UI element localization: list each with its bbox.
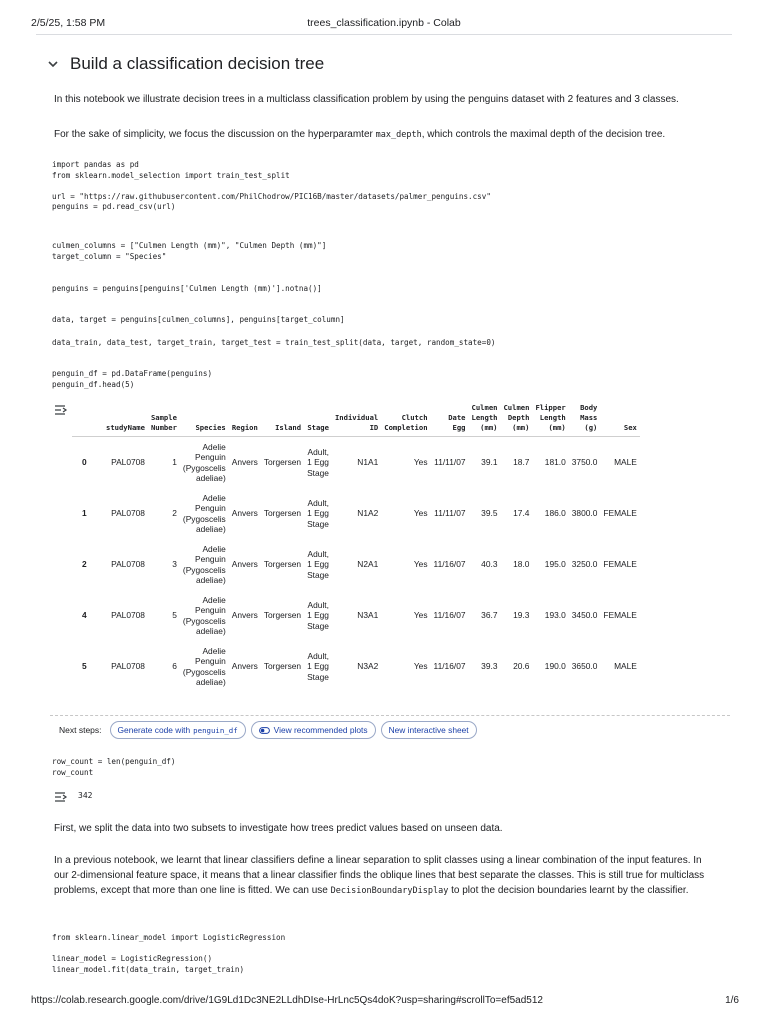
print-header	[0, 16, 768, 32]
df-cell: 3250.0	[571, 559, 598, 570]
df-column-header: Flipper Length (mm)	[532, 403, 568, 437]
code-cell-df-head[interactable]: penguin_df = pd.DataFrame(penguins) penguin_df.head(5)	[52, 369, 213, 389]
df-cell: Torgersen	[263, 610, 302, 621]
inline-code-max-depth: max_depth	[375, 130, 422, 140]
df-cell: 1	[172, 457, 177, 468]
chart-toggle-icon	[259, 727, 270, 734]
df-cell: Anvers	[231, 508, 258, 519]
output-toggle-icon[interactable]	[54, 403, 68, 415]
linear-text-before: In a previous notebook, we learnt that linear classifiers define a linear separation to split classes using a linear combination of the input features. In our 2-dimensional feature space, it means that a linear classifier finds the oblique lines that best separate the classes. This is still true for multiclass problems, except that more than one line is fitted. We can use	[54, 855, 705, 896]
df-cell: FEMALE	[603, 559, 637, 570]
df-cell: Torgersen	[263, 508, 302, 519]
output-toggle-icon[interactable]	[54, 790, 68, 802]
df-cell: 190.0	[544, 661, 566, 672]
df-cell: FEMALE	[603, 610, 637, 621]
table-row	[72, 539, 640, 590]
df-cell: 20.6	[513, 661, 530, 672]
df-cell: N1A1	[357, 457, 379, 468]
df-cell: Adelie Penguin (Pygoscelis adeliae)	[182, 594, 226, 636]
dataframe-table	[72, 403, 640, 692]
print-datetime: 2/5/25, 1:58 PM	[31, 17, 106, 29]
df-cell: 18.0	[513, 559, 530, 570]
generate-code-df-name: penguin_df	[193, 725, 238, 735]
df-cell: 39.5	[481, 508, 498, 519]
df-cell: 3800.0	[571, 508, 598, 519]
df-cell: 193.0	[544, 610, 566, 621]
df-cell: Adult, 1 Egg Stage	[307, 446, 329, 478]
new-interactive-sheet-chip[interactable]	[381, 721, 477, 739]
df-column-header: Region	[229, 403, 261, 437]
intro-text-after: , which controls the maximal depth of the decision tree.	[421, 129, 666, 140]
df-cell: Anvers	[231, 610, 258, 621]
code-cell-logistic-regression[interactable]: from sklearn.linear_model import LogisticRegression linear_model = LogisticRegression() linear_model.fit(data_train, target_train)	[52, 933, 286, 974]
inline-code-decision-boundary: DecisionBoundaryDisplay	[330, 886, 449, 896]
df-cell: 195.0	[544, 559, 566, 570]
df-column-header: Date Egg	[431, 403, 469, 437]
df-row-index: 1	[82, 508, 87, 519]
df-cell: 181.0	[544, 457, 566, 468]
df-column-header: Species	[180, 403, 229, 437]
df-cell: 11/16/07	[433, 661, 466, 672]
df-row-index: 2	[82, 559, 87, 570]
df-cell: Anvers	[231, 457, 258, 468]
df-cell: PAL0708	[111, 457, 145, 468]
df-column-header: Sample Number	[148, 403, 180, 437]
df-cell: N1A2	[357, 508, 379, 519]
df-cell: Adelie Penguin (Pygoscelis adeliae)	[182, 645, 226, 687]
df-cell: N2A1	[357, 559, 379, 570]
df-cell: 36.7	[481, 610, 498, 621]
df-column-header: Clutch Completion	[381, 403, 430, 437]
next-steps-label: Next steps:	[59, 725, 102, 735]
print-page-title: trees_classification.ipynb - Colab	[307, 17, 461, 29]
df-cell: PAL0708	[111, 508, 145, 519]
new-sheet-label: New interactive sheet	[388, 725, 469, 735]
df-cell: 39.3	[481, 661, 498, 672]
df-cell: FEMALE	[603, 508, 637, 519]
output-divider	[50, 715, 730, 716]
view-plots-label: View recommended plots	[273, 725, 368, 735]
df-cell: MALE	[614, 457, 637, 468]
code-cell-imports[interactable]: import pandas as pd from sklearn.model_selection import train_test_split url = "https://raw.githubusercontent.com/PhilChodrow/PIC16B/master/datasets/palmer_penguins.csv" penguins = pd.read_csv(url)	[52, 160, 491, 211]
df-cell: Adult, 1 Egg Stage	[307, 650, 329, 682]
header-divider	[36, 34, 732, 35]
df-cell: 3750.0	[571, 457, 598, 468]
table-row	[72, 590, 640, 641]
df-cell: 11/11/07	[434, 508, 466, 519]
df-column-header: Culmen Length (mm)	[469, 403, 501, 437]
print-url: https://colab.research.google.com/drive/1G9Ld1Dc3NE2LLdhDIse-HrLnc5Qs4doK?usp=sharing#scrollTo=ef5ad512	[31, 995, 543, 1006]
df-cell: Adelie Penguin (Pygoscelis adeliae)	[182, 543, 226, 585]
df-column-header: Individual ID	[332, 403, 381, 437]
section-title: Build a classification decision tree	[70, 54, 325, 73]
table-row	[72, 641, 640, 692]
chevron-down-icon[interactable]	[46, 57, 60, 71]
row-count-output: 342	[78, 791, 93, 800]
df-cell: Yes	[413, 661, 428, 672]
section-heading	[46, 54, 324, 74]
linear-classifier-paragraph	[54, 853, 714, 899]
df-cell: Adelie Penguin (Pygoscelis adeliae)	[182, 441, 226, 483]
df-row-index: 5	[82, 661, 87, 672]
df-cell: 6	[172, 661, 177, 672]
df-cell: PAL0708	[111, 661, 145, 672]
generate-code-chip[interactable]	[110, 721, 246, 739]
df-column-header: studyName	[103, 403, 148, 437]
df-cell: 186.0	[544, 508, 566, 519]
intro-paragraph: In this notebook we illustrate decision trees in a multiclass classification problem by using the penguins dataset with 2 features and 3 classes.	[54, 94, 679, 105]
df-cell: Anvers	[231, 661, 258, 672]
intro-paragraph-2	[54, 127, 694, 143]
code-cell-filter[interactable]: penguins = penguins[penguins['Culmen Length (mm)'].notna()]	[52, 284, 322, 293]
df-cell: MALE	[614, 661, 637, 672]
df-cell: Adult, 1 Egg Stage	[307, 548, 329, 580]
intro-text-before: For the sake of simplicity, we focus the discussion on the hyperparamter	[54, 129, 376, 140]
df-cell: 3450.0	[571, 610, 598, 621]
df-cell: 39.1	[481, 457, 498, 468]
df-cell: 18.7	[513, 457, 530, 468]
df-row-index: 0	[82, 457, 87, 468]
df-cell: 17.4	[513, 508, 530, 519]
view-recommended-plots-chip[interactable]	[251, 721, 376, 739]
print-footer	[31, 995, 739, 1006]
df-cell: N3A1	[357, 610, 379, 621]
df-cell: 11/11/07	[434, 457, 466, 468]
df-cell: Torgersen	[263, 661, 302, 672]
df-cell: Adelie Penguin (Pygoscelis adeliae)	[182, 492, 226, 534]
df-cell: Yes	[413, 559, 428, 570]
df-column-header: Stage	[304, 403, 332, 437]
df-row-index: 4	[82, 610, 87, 621]
df-cell: 3	[172, 559, 177, 570]
df-cell: 11/16/07	[433, 610, 466, 621]
code-cell-split-xy[interactable]: data, target = penguins[culmen_columns], penguins[target_column]	[52, 315, 345, 324]
df-cell: N3A2	[357, 661, 379, 672]
df-cell: Yes	[413, 610, 428, 621]
df-cell: 40.3	[481, 559, 498, 570]
code-cell-train-test-split[interactable]: data_train, data_test, target_train, target_test = train_test_split(data, target, random_state=0)	[52, 338, 496, 347]
df-cell: 3650.0	[571, 661, 598, 672]
df-cell: Adult, 1 Egg Stage	[307, 599, 329, 631]
split-paragraph: First, we split the data into two subsets to investigate how trees predict values based on unseen data.	[54, 823, 503, 834]
df-cell: 5	[172, 610, 177, 621]
generate-code-label: Generate code with	[117, 725, 191, 735]
df-cell: 11/16/07	[433, 559, 466, 570]
linear-text-after: to plot the decision boundaries learnt by the classifier.	[448, 885, 689, 896]
code-cell-row-count[interactable]: row_count = len(penguin_df) row_count	[52, 757, 176, 777]
df-cell: Yes	[413, 508, 428, 519]
df-cell: PAL0708	[111, 610, 145, 621]
df-cell: PAL0708	[111, 559, 145, 570]
table-row	[72, 488, 640, 539]
df-cell: Torgersen	[263, 559, 302, 570]
df-cell: 19.3	[513, 610, 530, 621]
table-row	[72, 437, 640, 489]
next-steps-bar	[59, 721, 482, 739]
df-column-header: Culmen Depth (mm)	[500, 403, 532, 437]
df-cell: Yes	[413, 457, 428, 468]
df-index-header	[72, 403, 103, 437]
df-cell: Anvers	[231, 559, 258, 570]
df-cell: 2	[172, 508, 177, 519]
df-column-header: Island	[261, 403, 304, 437]
print-page-number: 1/6	[725, 995, 739, 1006]
code-cell-columns[interactable]: culmen_columns = ["Culmen Length (mm)", "Culmen Depth (mm)"] target_column = "Species"	[52, 241, 327, 261]
df-column-header: Body Mass (g)	[569, 403, 601, 437]
df-column-header: Sex	[600, 403, 640, 437]
df-cell: Adult, 1 Egg Stage	[307, 497, 329, 529]
df-cell: Torgersen	[263, 457, 302, 468]
